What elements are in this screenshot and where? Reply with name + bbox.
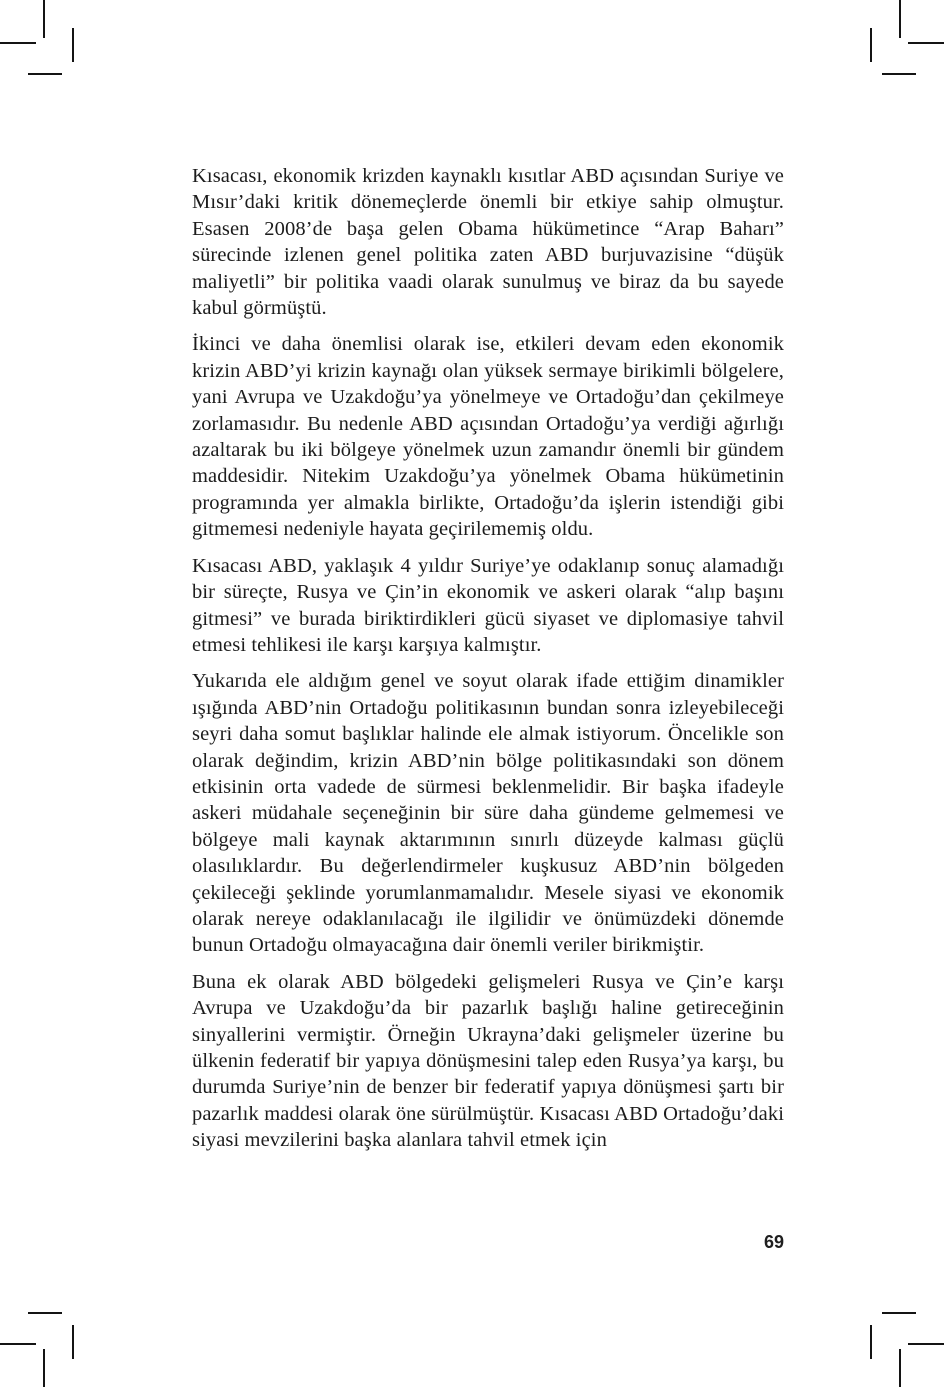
crop-mark-line [72, 28, 74, 62]
crop-mark-line [870, 28, 872, 62]
crop-mark-line [43, 1349, 45, 1387]
page-number: 69 [763, 1232, 784, 1252]
crop-mark-line [28, 1312, 62, 1314]
body-text-block [192, 163, 784, 1154]
crop-mark-line [908, 42, 944, 44]
crop-mark-line [882, 73, 916, 75]
crop-mark-line [899, 0, 901, 38]
crop-mark-line [0, 1343, 36, 1345]
crop-mark-line [72, 1325, 74, 1359]
crop-mark-line [882, 1312, 916, 1314]
paragraph: Yukarıda ele aldığım genel ve soyut olarak ifade ettiğim dinamikler ışığında ABD’nin Ortadoğu politikasının bundan sonra izleyebileceği seyri daha somut başlıklar halinde ele almak istiyorum. Öncelikle son olarak değindim, krizin ABD’nin bölge politikasındaki son dönem etkisinin orta vadede de sürmesi beklenmelidir. Bir başka ifadeyle askeri müdahale seçeneğinin bir süre daha gündeme gelmemesi ve bölgeye mali kaynak aktarımının sınırlı düzeyde kalması güçlü olasılıklardır. Bu değerlendirmeler kuşkusuz ABD’nin bölgeden çekileceği şeklinde yorumlanmamalıdır. Mesele siyasi ve ekonomik olarak nereye odaklanılacağı ile ilgilidir ve önümüzdeki dönemde bunun Ortadoğu olmayacağına dair önemli veriler birikmiştir. [192, 670, 784, 957]
crop-mark-line [899, 1349, 901, 1387]
paragraph: İkinci ve daha önemlisi olarak ise, etkileri devam eden ekonomik krizin ABD’yi krizin kaynağı olan yüksek sermaye birikimli bölgelere, yani Avrupa ve Uzakdoğu’ya yönelmeye ve Ortadoğu’dan çekilmeye zorlamasıdır. Bu nedenle ABD açısından Ortadoğu’ya verdiği ağırlığı azaltarak bu iki bölgeye yönelmek uzun zamandır önemli bir gündem maddesidir. Nitekim Uzakdoğu’ya yönelmek Obama hükümetinin programında yer almakla birlikte, Ortadoğu’da işlerin istendiği gibi gitmemesi nedeniyle hayata geçirilememiş oldu. [192, 333, 784, 541]
crop-mark-line [28, 73, 62, 75]
crop-mark-line [908, 1343, 944, 1345]
paragraph: Kısacası ABD, yaklaşık 4 yıldır Suriye’ye odaklanıp sonuç alamadığı bir süreçte, Rusya ve Çin’in ekonomik ve askeri olarak “alıp başını gitmesi” ve burada biriktirdikleri gücü siyaset ve diplomasiye tahvil etmesi tehlikesi ile karşı karşıya kalmıştır. [192, 554, 784, 656]
crop-mark-line [43, 0, 45, 38]
crop-mark-line [0, 42, 36, 44]
paragraph: Kısacası, ekonomik krizden kaynaklı kısıtlar ABD açısından Suriye ve Mısır’daki kritik dönemeçlerde önemli bir etkiye sahip olmuştur. Esasen 2008’de başa gelen Obama hükümetince “Arap Baharı” sürecinde izlenen genel politika zaten ABD burjuvazisine “düşük maliyetli” bir politika vaadi olarak sunulmuş ve biraz da bu sayede kabul görmüştü. [192, 165, 784, 320]
crop-mark-line [870, 1325, 872, 1359]
paragraph: Buna ek olarak ABD bölgedeki gelişmeleri Rusya ve Çin’e karşı Avrupa ve Uzakdoğu’da bir pazarlık başlığı haline getireceğinin sinyallerini vermiştir. Örneğin Ukrayna’daki gelişmeler üzerine bu ülkenin federatif bir yapıya dönüşmesini talep eden Rusya’ya karşı, bu durumda Suriye’nin de benzer bir federatif yapıya dönüşmesi şartı bir pazarlık maddesi olarak öne sürülmüştür. Kısacası ABD Ortadoğu’daki siyasi mevzilerini başka alanlara tahvil etmek için [192, 970, 784, 1152]
